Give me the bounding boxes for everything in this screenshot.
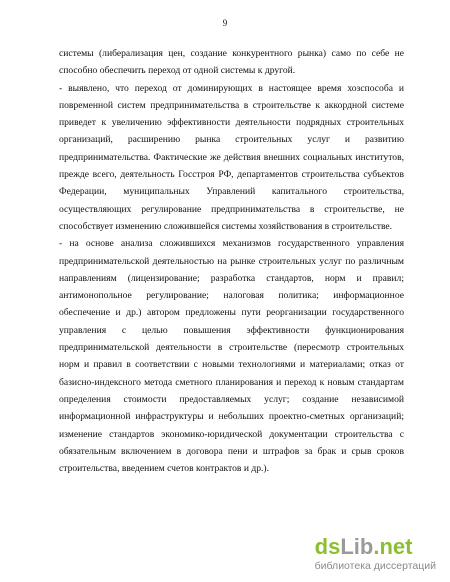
paragraph-1: системы (либерализация цен, создание конкурентного рынка) само по себе не способно обеспечить переход от одной системы к другой. (59, 48, 404, 77)
logo-lib: Lib (340, 534, 374, 559)
paragraph-3-bullet: - на основе анализа сложившихся механизмов государственного управления предпринимательской деятельностью на рынке строительных услуг по различным направлениям (лицензирование; разработка стандартов, норм и правил; антимонопольное регулирование; налоговая политика; информационное обеспечение и др.) автором предложены пути реорганизации государственного управления с целью повышения эффективности функционирования предпринимательской деятельности в строительстве (пересмотр строительных норм и правил в соответствии с новыми технологиями и материалами; отказ от базисно-индексного метода сметного планирования и переход к новым стандартам определения стоимости предоставляемых услуг; создание независимой информационной инфраструктуры и небольших проектно-сметных организаций; изменение стандартов экономико-юридической документации строительства с обязательным включением в договора пени и штрафов за брак и срыв сроков строительства, введением счетов контрактов и др.). (59, 238, 404, 475)
document-body (59, 45, 404, 477)
watermark-subtitle: библиотека диссертаций (314, 560, 436, 572)
logo-net: .net (373, 534, 413, 559)
page-number: 9 (222, 18, 228, 28)
dslib-watermark (315, 536, 436, 572)
dslib-logo (315, 536, 436, 558)
logo-ds: ds (314, 534, 341, 559)
paragraph-2-bullet: - выявлено, что переход от доминирующих в настоящее время хозспособа и повременной систем предпринимательства в строительстве к аккордной системе приведет к увеличению эффективности деятельности подрядных строительных организаций, расширению рынка строительных услуг и развитию предпринимательства. Фактические же действия внешних социальных институтов, прежде всего, деятельность Госстроя РФ, департаментов строительства субъектов Федерации, муниципальных Управлений капитального строительства, осуществляющих регулирование предпринимательства в строительстве, не способствует изменению сложившейся системы хозяйствования в строительстве. (59, 82, 404, 232)
